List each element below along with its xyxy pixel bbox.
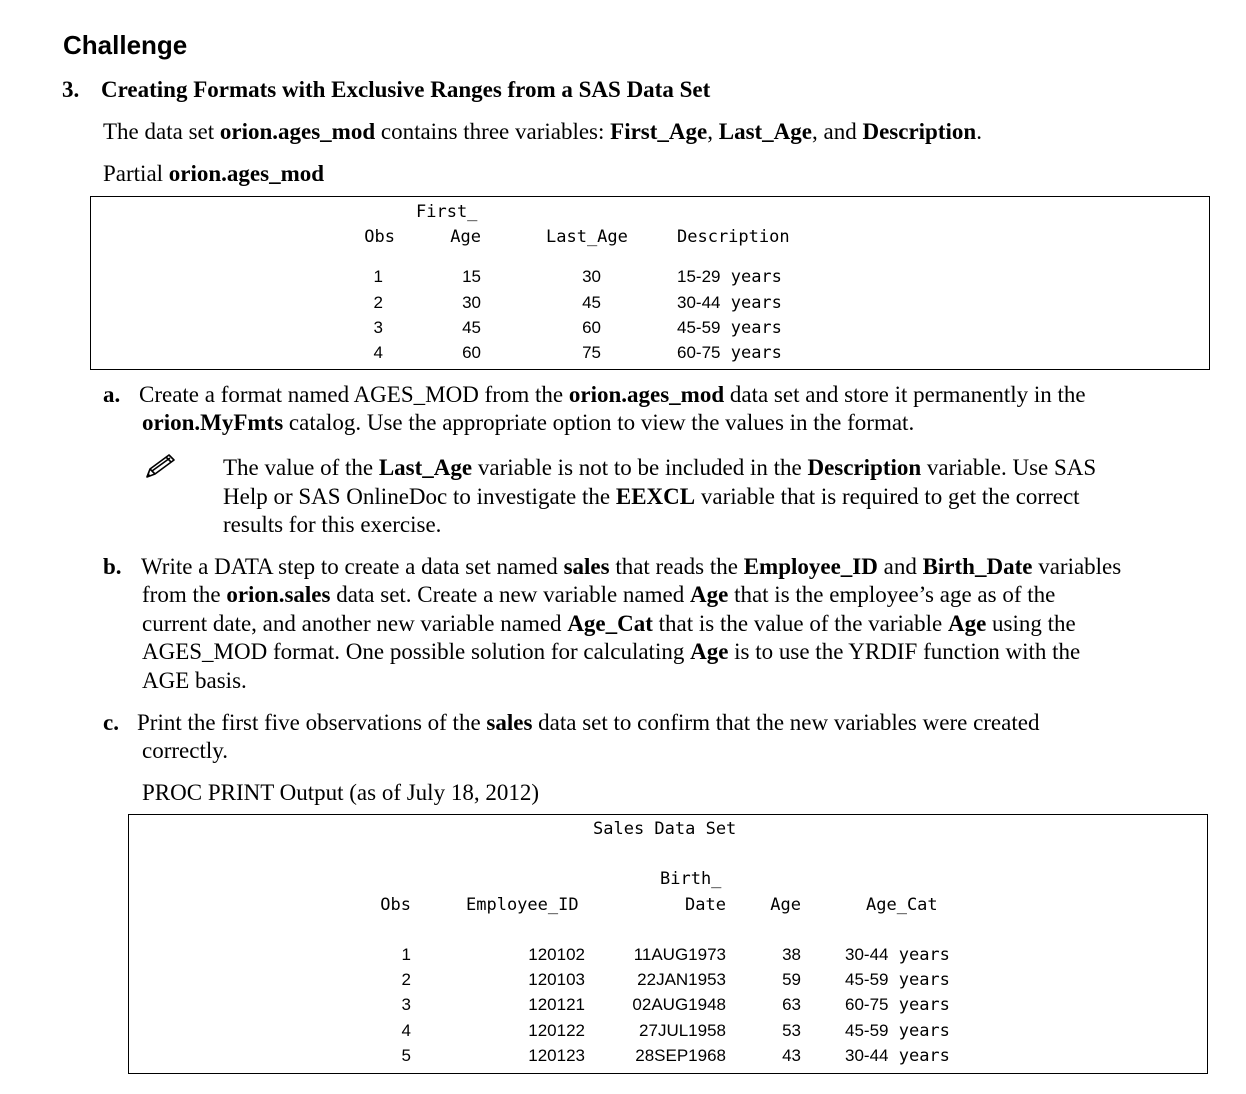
col-header-obs: Obs: [364, 227, 395, 247]
note-line-3: results for this exercise.: [223, 512, 442, 537]
pencil-icon: [143, 452, 177, 485]
col-header-last-age: Last_Age: [546, 227, 628, 247]
exercise-number: 3.: [62, 77, 80, 102]
step-b-line-2: from the orion.sales data set. Create a new variable named Age that is the employee’s age as of the: [142, 582, 1056, 607]
note-line-1: The value of the Last_Age variable is not to be included in the Description variable. Use SAS: [223, 455, 1097, 480]
step-b-line-4: AGES_MOD format. One possible solution for calculating Age is to use the YRDIF function with the: [142, 639, 1081, 664]
partial-caption: Partial orion.ages_mod: [103, 161, 325, 186]
col-header-birth-top: Birth_: [660, 869, 722, 889]
step-b-label: b.: [103, 554, 122, 579]
sales-output-table: Sales Data Set Birth_ Obs Employee_ID Date Age Age_Cat 1 120102 11AUG1973 38 30-44 years 2 120103 22JAN1953 59 45-59 years 3 120121 02AUG1948 63 60-75 years 4 120122 27JUL1958 53 45-59 years 5 120123 28SEP1968 43 30-44 years: [128, 814, 1208, 1074]
step-a-line-2: orion.MyFmts catalog. Use the appropriate option to view the values in the format.: [142, 410, 915, 435]
note-line-2: Help or SAS OnlineDoc to investigate the EEXCL variable that is required to get the correct: [223, 484, 1080, 509]
table-title: Sales Data Set: [593, 819, 737, 839]
step-c-line-1: Print the first five observations of the sales data set to confirm that the new variables were created: [137, 710, 1040, 735]
intro-paragraph: The data set orion.ages_mod contains three variables: First_Age, Last_Age, and Description.: [103, 119, 982, 144]
step-a-label: a.: [103, 382, 121, 407]
col-header-age: Age: [450, 227, 481, 247]
col-header-date: Date: [685, 895, 726, 915]
step-b-line-3: current date, and another new variable named Age_Cat that is the value of the variable Age using the: [142, 611, 1076, 636]
col-header-first-top: First_: [416, 202, 478, 222]
col-header-description: Description: [677, 227, 790, 247]
step-c-label: c.: [103, 710, 119, 735]
exercise-title: Creating Formats with Exclusive Ranges from a SAS Data Set: [101, 77, 711, 102]
step-c-line-2: correctly.: [142, 738, 228, 763]
col-header-age-cat: Age_Cat: [866, 895, 938, 915]
col-header-obs: Obs: [380, 895, 411, 915]
section-heading: Challenge: [63, 30, 188, 60]
step-b-line-5: AGE basis.: [142, 668, 247, 693]
step-b-line-1: Write a DATA step to create a data set named sales that reads the Employee_ID and Birth_Date variables: [141, 554, 1122, 579]
col-header-age: Age: [770, 895, 801, 915]
ages-mod-table: First_ Obs Age Last_Age Description 1 15 30 15-29 years 2 30 45 30-44 years 3 45 60 45-59 years 4 60 75 60-75 years: [90, 196, 1210, 370]
output-caption: PROC PRINT Output (as of July 18, 2012): [142, 780, 539, 805]
step-a-line-1: Create a format named AGES_MOD from the orion.ages_mod data set and store it permanently in the: [139, 382, 1086, 407]
col-header-employee-id: Employee_ID: [466, 895, 579, 915]
